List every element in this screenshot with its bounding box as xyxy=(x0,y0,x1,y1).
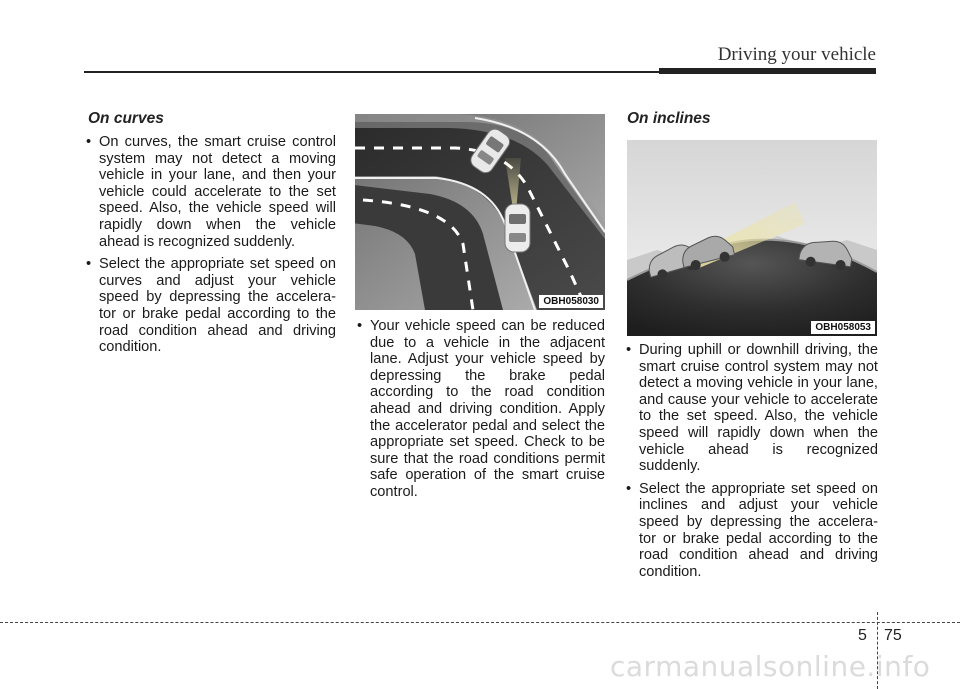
header-title: Driving your vehicle xyxy=(717,44,876,65)
curves-bullet-1: • On curves, the smart cruise control system may not detect a moving vehicle in your lane, and then your vehicle could accelerate to the set speed. Also, the vehicle speed will rapidly down when the vehicle ahead is recognized suddenly. xyxy=(84,134,336,250)
header-rule xyxy=(84,70,876,73)
page-chapter-number: 5 xyxy=(858,627,867,644)
middle-bullet-list xyxy=(355,318,605,507)
figure-code-curve: OBH058030 xyxy=(539,295,603,308)
curves-bullet-2: • Select the appropriate set speed on curves and adjust your vehicle speed by depressing the accelera-tor or brake pedal according to the road condition ahead and driving condition. xyxy=(84,256,336,356)
curve-road-illustration xyxy=(355,114,605,310)
inclines-bullet-list xyxy=(624,342,878,586)
page-number: 75 xyxy=(884,627,902,644)
middle-bullet-1: • Your vehicle speed can be reduced due to a vehicle in the adjacent lane. Adjust your vehicle speed by depressing the brake pedal according to the road condition ahead and driving condition. Apply the accelerator pedal and select the appropriate set speed. Check to be sure that the road conditions permit safe operation of the smart cruise control. xyxy=(355,318,605,501)
figure-incline-hill xyxy=(627,140,877,336)
incline-hill-illustration xyxy=(627,140,877,336)
section-title-inclines: On inclines xyxy=(627,110,711,127)
footer-rule xyxy=(0,622,960,623)
curves-bullet-list xyxy=(84,134,336,362)
inclines-bullet-1: • During uphill or downhill driving, the smart cruise control system may not detect a moving vehicle in your lane, and cause your vehicle to accelerate to the set speed. Also, the vehicle speed will rapidly down when the vehicle ahead is recognized suddenly. xyxy=(624,342,878,475)
header-rule-thick xyxy=(659,68,876,74)
figure-curve-road xyxy=(355,114,605,310)
header-rule-thin xyxy=(84,71,659,73)
inclines-bullet-2: • Select the appropriate set speed on inclines and adjust your vehicle speed by depressing the accelera-tor or brake pedal according to the road condition ahead and driving condition. xyxy=(624,481,878,581)
section-title-curves: On curves xyxy=(88,110,164,127)
watermark: carmanualsonline.info xyxy=(610,650,931,683)
figure-code-incline: OBH058053 xyxy=(811,321,875,334)
